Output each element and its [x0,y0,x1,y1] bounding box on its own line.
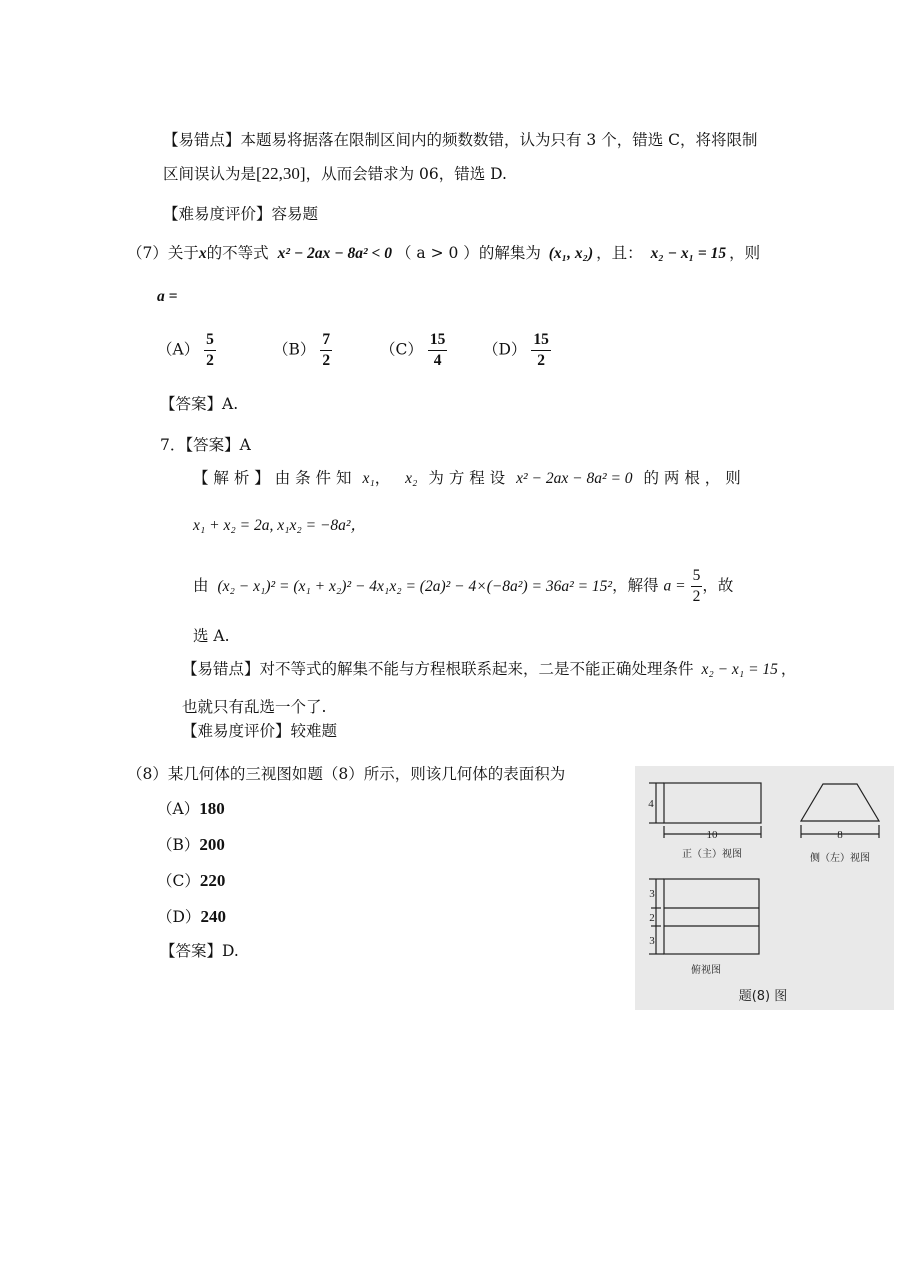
analysis-7-difficulty: 【难易度评价】较难题 [182,722,338,740]
analysis-7-line2: x₁ + x₂ = 2a, x₁x₂ = −8a²， [193,517,367,534]
option-a: （A） $\frac{5}{2}$ [157,331,214,369]
figure-caption: 题(8) 图 [738,989,788,1004]
question-8-answer: 【答案】D. [160,942,239,960]
q8-option-b: （B）200 [157,835,225,854]
analysis-7-head: 7．【答案】A [160,436,251,454]
top-dim-1: 3 [649,888,655,900]
q8-option-c: （C）220 [157,871,226,890]
front-view-rect [664,783,761,823]
side-view-label: 侧（左）视图 [810,853,870,864]
side-width-label: 8 [837,829,843,841]
analysis-7-line3: 由 (x₂ − x₁)² = (x₁ + x₂)² − 4x₁x₂ = (2a)² − 4×(−8a²) = 36a² = 15²，解得 a = $\frac{5}{2}$ ，故 [193,567,734,605]
q8-option-a: （A）180 [157,799,225,818]
top-view-label: 俯视图 [691,965,721,976]
side-view-trapezoid [801,784,879,821]
analysis-7-line1: 【 解 析 】 由 条 件 知 x₁， x₂ 为 方 程 设 x² − 2ax − 8a² = 0 的 两 根 ， 则 [193,469,741,487]
error-point-text: 【易错点】本题易将据落在限制区间内的频数数错，认为只有 3 个，错选 C，将将限制 [163,131,758,149]
front-width-label: 10 [706,829,718,841]
question-7-answer: 【答案】A. [160,395,239,413]
question-7-a-equals: a = [157,288,178,305]
front-height-label: 4 [648,798,654,810]
analysis-7-error-point-cont: 也就只有乱选一个了. [182,698,327,716]
three-view-figure [635,766,894,1010]
analysis-7-error-point: 【易错点】对不等式的解集不能与方程根联系起来，二是不能正确处理条件 x₂ − x₁ = 15 ， [182,660,797,678]
top-view-rect [664,879,759,954]
option-d: （D） $\frac{15}{2}$ [483,331,549,369]
analysis-7-line4: 选 A. [193,627,230,645]
error-point-text-cont: 区间误认为是[22,30]，从而会错求为 06，错选 D. [163,164,507,183]
difficulty-rating: 【难易度评价】容易题 [163,205,319,223]
question-7-stem: （7）关于x的不等式 x² − 2ax − 8a² < 0 （ a > 0 ）的解集为 (x₁, x₂) ，且： x₂ − x₁ = 15 ，则 [127,244,761,262]
question-8-stem: （8）某几何体的三视图如题（8）所示，则该几何体的表面积为 [127,765,566,783]
front-view-label: 正（主）视图 [682,849,742,860]
option-c: （C） $\frac{15}{4}$ [380,331,446,369]
option-b: （B） $\frac{7}{2}$ [273,331,331,369]
q8-option-d: （D）240 [157,907,226,926]
top-dim-2: 2 [649,912,655,924]
top-dim-3: 3 [649,935,655,947]
three-view-drawing [635,766,894,1010]
